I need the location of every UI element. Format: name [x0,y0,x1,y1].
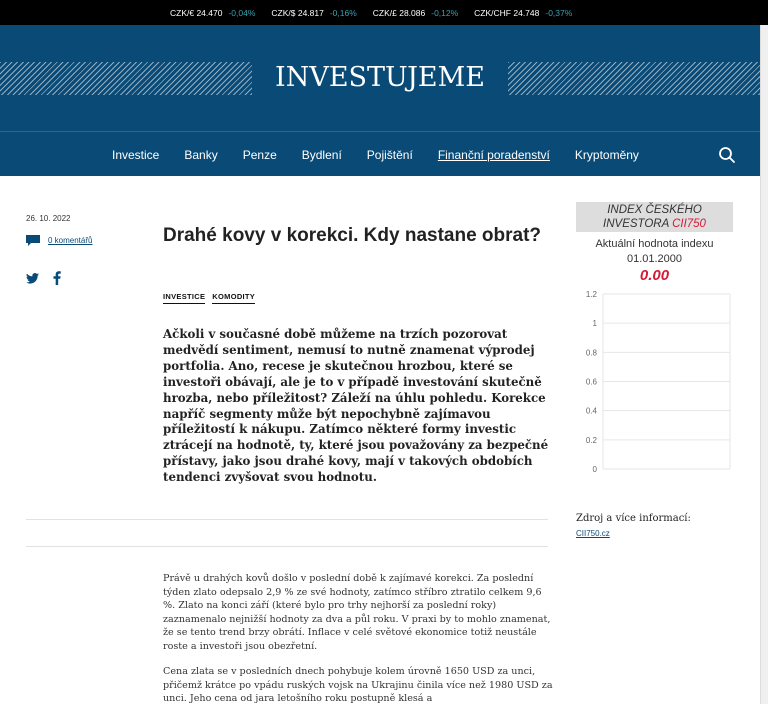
currency-ticker [0,0,768,25]
index-value-label: Aktuální hodnota indexu [595,238,714,250]
source-link[interactable]: CII750.cz [576,529,610,538]
chart-y-tick-label: 1.2 [585,290,597,299]
index-widget-title [576,202,733,232]
site-logo[interactable]: INVESTUJEME [275,62,485,93]
search-icon[interactable] [718,146,736,164]
index-widget-title-main: INDEX ČESKÉHO INVESTORA [603,204,702,230]
article-title: Drahé kovy v korekci. Kdy nastane obrat? [163,225,542,246]
ticker-change: -0,12% [431,7,459,18]
article-tags [163,292,255,304]
nav-items [112,132,664,177]
article-paragraph: Právě u drahých kovů došlo v poslední době k zajímavé korekci. Za poslední týden zlato odepsalo 2,9 % ze své hodnoty, zatímco stříbro ztratilo celkem 9,6 %. Zlato na konci září (které bylo pro trhy nejhorší za poslední roky) zaznamenalo nejnižší hodnoty za dva a půl roku. V praxi by to mohlo znamenat, že se tento trend brzy obrátí. Inflace v celé světové ekonomice totiž neustále roste a investoři jsou obezřetní. [163,573,551,652]
tag-komodity[interactable]: KOMODITY [212,292,255,304]
twitter-icon[interactable] [26,273,39,284]
nav-item-kryptomeny[interactable]: Kryptoměny [574,147,639,162]
social-share [26,271,61,285]
chart-y-tick-label: 1 [592,319,597,329]
comment-icon [26,235,40,246]
nav-item-banky[interactable]: Banky [184,147,218,162]
nav-item-financni-poradenstvi[interactable]: Finanční poradenství [437,147,550,162]
index-value: 0.00 [639,267,670,284]
article-date: 26. 10. 2022 [26,214,71,223]
tag-investice[interactable]: INVESTICE [163,292,205,304]
ticker-pair: CZK/$ 24.817 [271,7,324,18]
facebook-icon[interactable] [53,271,61,285]
comments-link[interactable] [26,235,92,246]
index-value-date: 01.01.2000 [626,253,683,265]
article-lead: Ačkoli v současné době můžeme na trzích pozorovat medvědí sentiment, nemusí to nutně znamenat výprodej portfolia. Ano, recese je skutečnou hrozbou, které se investoři obávají, ale je to v případě investování skutečně hrozba, nebo příležitost? Záleží na úhlu pohledu. Korekce napříč segmenty může být nepochybně zajímavou příležitostí k nákupu. Zatímco některé formy investic ztrácejí na hodnotě, ty, které jsou považovány za bezpečné přístavy, jako jsou drahé kovy, mají v takových obdobích tendenci zvyšovat svou hodnotu. [163,327,549,485]
divider [26,519,548,520]
site-header [0,25,760,131]
ticker-item [474,8,572,18]
chart-y-tick-label: 0.2 [585,435,597,445]
ticker-item [170,8,255,18]
ticker-change: -0,04% [228,7,256,18]
source-label: Zdroj a více informací: [576,513,691,524]
comments-count[interactable]: 0 komentářů [48,236,93,245]
ticker-pair: CZK/£ 28.086 [372,7,426,18]
main-nav [0,131,760,176]
index-chart [576,286,736,478]
index-widget-title-accent: CII750 [672,218,706,230]
nav-item-bydleni[interactable]: Bydlení [301,147,342,162]
nav-item-pojisteni[interactable]: Pojištění [366,147,413,162]
article-paragraph: Cena zlata se v posledních dnech pohybuje kolem úrovně 1650 USD za unci, přičemž krátce po vpádu ruských vojsk na Ukrajinu činila více než 1980 USD za unci. Jeho cena od jara letošního roku postupně klesá a [163,666,553,704]
chart-y-tick-label: 0.4 [585,406,597,416]
ticker-item [373,8,458,18]
ticker-pair: CZK/€ 24.470 [170,7,223,18]
chart-y-tick-label: 0 [592,465,597,474]
ticker-change: -0,37% [545,7,573,18]
divider [26,546,548,547]
chart-y-tick-label: 0.8 [585,348,597,358]
page-scrollbar[interactable] [760,25,768,704]
ticker-item [271,8,356,18]
ticker-change: -0,16% [329,7,357,18]
chart-y-tick-label: 0.6 [585,377,597,387]
ticker-pair: CZK/CHF 24.748 [474,7,540,18]
nav-item-investice[interactable]: Investice [112,147,160,162]
nav-item-penze[interactable]: Penze [242,147,277,162]
